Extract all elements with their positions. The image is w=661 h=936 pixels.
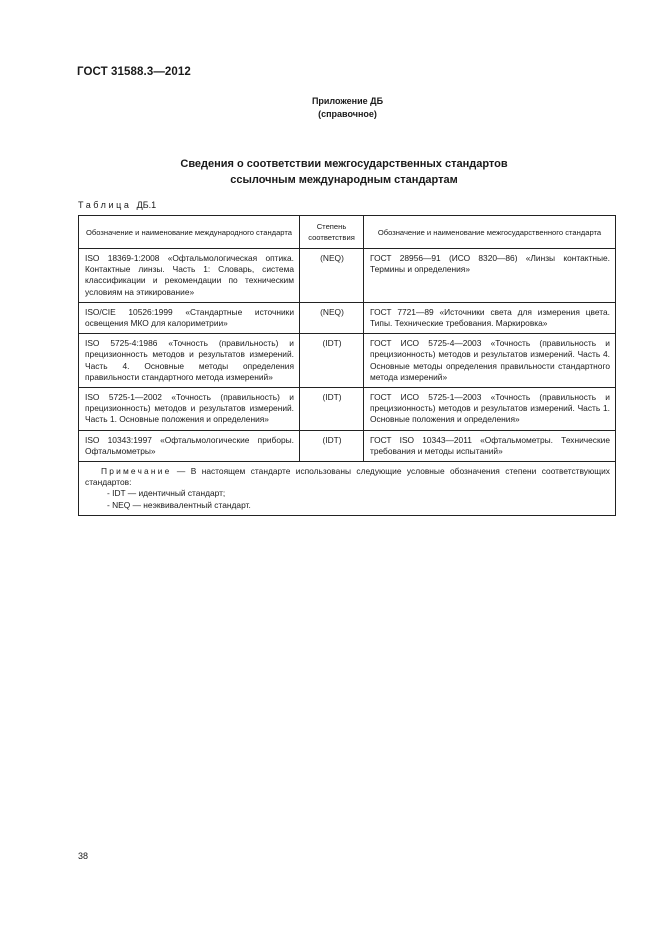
document-title xyxy=(0,156,661,188)
table-row xyxy=(79,249,616,303)
degree-cell: (NEQ) xyxy=(300,302,364,333)
interstate-standard-cell: ГОСТ ИСО 5725-1—2003 «Точность (правильность и прецизионность) методов и результатов измерений. Часть 1. Основные положения и определения» xyxy=(364,388,616,431)
table-note-row xyxy=(79,462,616,516)
interstate-standard-cell: ГОСТ ISO 10343—2011 «Офтальмометры. Технические требования и методы испытаний» xyxy=(364,430,616,461)
international-standard-cell: ISO 18369-1:2008 «Офтальмологическая оптика. Контактные линзы. Часть 1: Словарь, система классификации и рекомендации по техническим условиям на этикирование» xyxy=(79,249,300,303)
degree-cell: (NEQ) xyxy=(300,249,364,303)
note-item-neq: - NEQ — неэквивалентный стандарт. xyxy=(107,499,251,510)
standard-code-header: ГОСТ 31588.3—2012 xyxy=(77,66,191,78)
table-note xyxy=(79,462,616,516)
international-standard-cell: ISO 10343:1997 «Офтальмологические приборы. Офтальмометры» xyxy=(79,430,300,461)
degree-cell: (IDT) xyxy=(300,334,364,388)
header-international-standard: Обозначение и наименование международного стандарта xyxy=(79,216,300,249)
table-header-row xyxy=(79,216,616,249)
international-standard-cell: ISO/CIE 10526:1999 «Стандартные источники освещения МКО для калориметрии» xyxy=(79,302,300,333)
interstate-standard-cell: ГОСТ ИСО 5725-4—2003 «Точность (правильность и прецизионность) методов и результатов измерений. Часть 4. Основные методы определения правильности стандартного метода измерений» xyxy=(364,334,616,388)
note-item-idt: - IDT — идентичный стандарт; xyxy=(107,488,226,499)
table-row xyxy=(79,430,616,461)
table-caption xyxy=(78,200,156,210)
document-title-line-2: ссылочным международным стандартам xyxy=(230,174,458,186)
degree-cell: (IDT) xyxy=(300,430,364,461)
table-caption-label: Таблица xyxy=(78,200,132,210)
standards-correspondence-table xyxy=(78,215,616,516)
table-row xyxy=(79,334,616,388)
note-body: — В настоящем стандарте использованы следующие условные обозначения степени соответствующих стандартов: xyxy=(85,466,610,488)
table-caption-number: ДБ.1 xyxy=(136,200,157,210)
note-label: Примечание xyxy=(101,466,172,477)
international-standard-cell: ISO 5725-1—2002 «Точность (правильность) и прецизионность) методов и результатов измерений. Часть 1. Основные положения и определения» xyxy=(79,388,300,431)
document-title-line-1: Сведения о соответствии межгосударственных стандартов xyxy=(180,158,508,170)
degree-cell: (IDT) xyxy=(300,388,364,431)
header-degree-of-correspondence: Степень соответствия xyxy=(300,216,364,249)
appendix-title: Приложение ДБ xyxy=(311,96,384,106)
table-row xyxy=(79,302,616,333)
appendix-heading xyxy=(0,95,661,121)
header-interstate-standard: Обозначение и наименование межгосударственного стандарта xyxy=(364,216,616,249)
interstate-standard-cell: ГОСТ 28956—91 (ИСО 8320—86) «Линзы контактные. Термины и определения» xyxy=(364,249,616,303)
note-text xyxy=(85,466,610,488)
appendix-subtitle: (справочное) xyxy=(318,109,377,119)
international-standard-cell: ISO 5725-4:1986 «Точность (правильность) и прецизионность методов и результатов измерений. Часть 4. Основные методы определения правильности стандартного метода измерений» xyxy=(79,334,300,388)
table-row xyxy=(79,388,616,431)
interstate-standard-cell: ГОСТ 7721—89 «Источники света для измерения цвета. Типы. Технические требования. Маркировка» xyxy=(364,302,616,333)
page-number: 38 xyxy=(78,851,89,861)
